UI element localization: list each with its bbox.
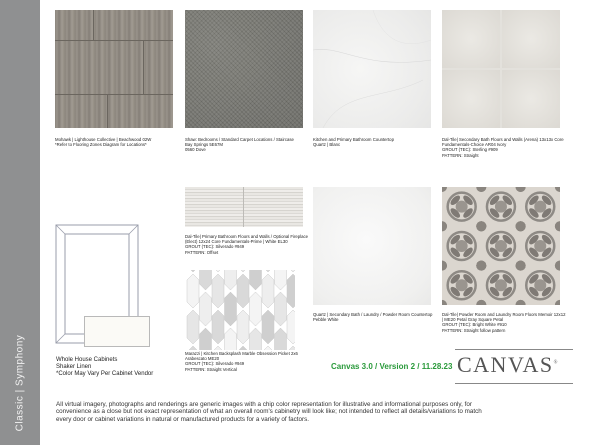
bath-floor-caption: Dal-Tile| Secondary Bath Floors and Walls (Arena) 13x13x Core Fundamentals-Choice AR04 Ivory GROUT (TEC): Sterling #909 PATTERN: Straight bbox=[442, 137, 564, 158]
cement-tile bbox=[516, 261, 560, 305]
picket-tile bbox=[237, 270, 249, 272]
picket-tile bbox=[275, 292, 287, 326]
picket-tile bbox=[237, 310, 249, 344]
carpet-swatch bbox=[185, 10, 303, 128]
picket-tile bbox=[275, 270, 287, 290]
powder-floor-swatch bbox=[442, 187, 560, 305]
carpet-caption: Shaw: Bedrooms / Standard Carpet Locations / Staircase Bay Springs 5E67M 0560 Dove bbox=[185, 137, 294, 153]
picket-tile bbox=[187, 274, 199, 308]
picket-tile bbox=[200, 328, 212, 350]
picket-tile bbox=[287, 270, 295, 272]
picket-tile bbox=[225, 270, 237, 290]
sidebar bbox=[0, 0, 40, 445]
picket-tile bbox=[262, 310, 274, 344]
picket-tile bbox=[250, 328, 262, 350]
picket-tile bbox=[250, 292, 262, 326]
cabinet-line1: Whole House Cabinets bbox=[56, 357, 118, 363]
secondary-countertop-swatch bbox=[313, 187, 431, 305]
picket-tile bbox=[187, 346, 199, 350]
logo-bottom-rule bbox=[455, 383, 573, 384]
countertop-caption: Kitchen and Primary Bathroom Countertop Quartz | Blanc bbox=[313, 137, 394, 148]
picket-tile bbox=[212, 270, 224, 272]
picket-tile bbox=[200, 270, 212, 290]
fireplace-caption: Dal-Tile| Primary Bathroom Floors and Walls / Optional Fireplace (Elect) 12x24 Core Fundamentals-Prime | White EL30 GROUT (TEC): Silverado #949 PATTERN: Offset bbox=[185, 234, 309, 255]
picket-tile bbox=[250, 270, 262, 290]
secondary-countertop-caption: Quartz | Secondary Bath / Laundry / Powder Room Countertop Pebble White bbox=[313, 312, 433, 323]
canvas-logo: CANVAS® bbox=[457, 352, 559, 377]
picket-tile bbox=[262, 270, 274, 272]
fireplace-tile-swatch bbox=[185, 187, 303, 227]
picket-tile bbox=[225, 292, 237, 326]
version-label: Canvas 3.0 / Version 2 / 11.28.23 bbox=[331, 362, 453, 371]
picket-tile bbox=[187, 310, 199, 344]
picket-tile bbox=[262, 274, 274, 308]
powder-floor-caption: Dal-Tile| Powder Room and Laundry Room Floors Memoir 12x12 | ME20 Petal Gray Square Petal GROUT (TEC): Bright White #910 PATTERN: Straight follow pattern bbox=[442, 312, 566, 333]
picket-tile bbox=[225, 328, 237, 350]
cabinet-note: *Color May Vary Per Cabinet Vendor bbox=[56, 371, 154, 378]
bath-floor-swatch bbox=[442, 10, 560, 128]
picket-tile bbox=[237, 274, 249, 308]
picket-tile bbox=[287, 346, 295, 350]
picket-tile bbox=[237, 346, 249, 350]
picket-tile bbox=[287, 274, 295, 308]
picket-tile bbox=[212, 274, 224, 308]
flooring-caption: Mohawk | Lighthouse Collective | Beachwood 02W *Refer to Flooring Zones Diagram for Locations* bbox=[55, 137, 152, 148]
picket-tile bbox=[275, 328, 287, 350]
cabinet-color-chip bbox=[84, 316, 150, 347]
picket-tile bbox=[187, 270, 199, 272]
picket-tile bbox=[212, 310, 224, 344]
backsplash-swatch bbox=[185, 270, 295, 350]
logo-top-rule bbox=[455, 349, 573, 350]
picket-tile bbox=[212, 346, 224, 350]
disclaimer-text: All virtual imagery, photographs and renderings are generic images with a chip color representation for illustrative and informational purposes only, for convenience as a close but not exact representation of what an overall room's cabinetry will look like; not intended to reflect all details/variations to match every door or cabinet variations in natural or manufactured products for a variety of factors. bbox=[56, 401, 482, 423]
cabinet-label bbox=[56, 357, 153, 379]
flooring-swatch bbox=[55, 10, 173, 128]
cabinet-line2: Shaker Linen bbox=[56, 364, 92, 371]
picket-tile bbox=[200, 292, 212, 326]
sidebar-collection-label: Classic | Symphony bbox=[14, 334, 26, 432]
countertop-swatch bbox=[313, 10, 431, 128]
picket-tile bbox=[287, 310, 295, 344]
backsplash-caption: Marazzi | Kitchen Backsplash Marble Obsession Picket 2x6 Arabescato ME20 GROUT (TEC): Silverado #949 PATTERN: Straight Vertical bbox=[185, 351, 298, 372]
picket-tile bbox=[262, 346, 274, 350]
